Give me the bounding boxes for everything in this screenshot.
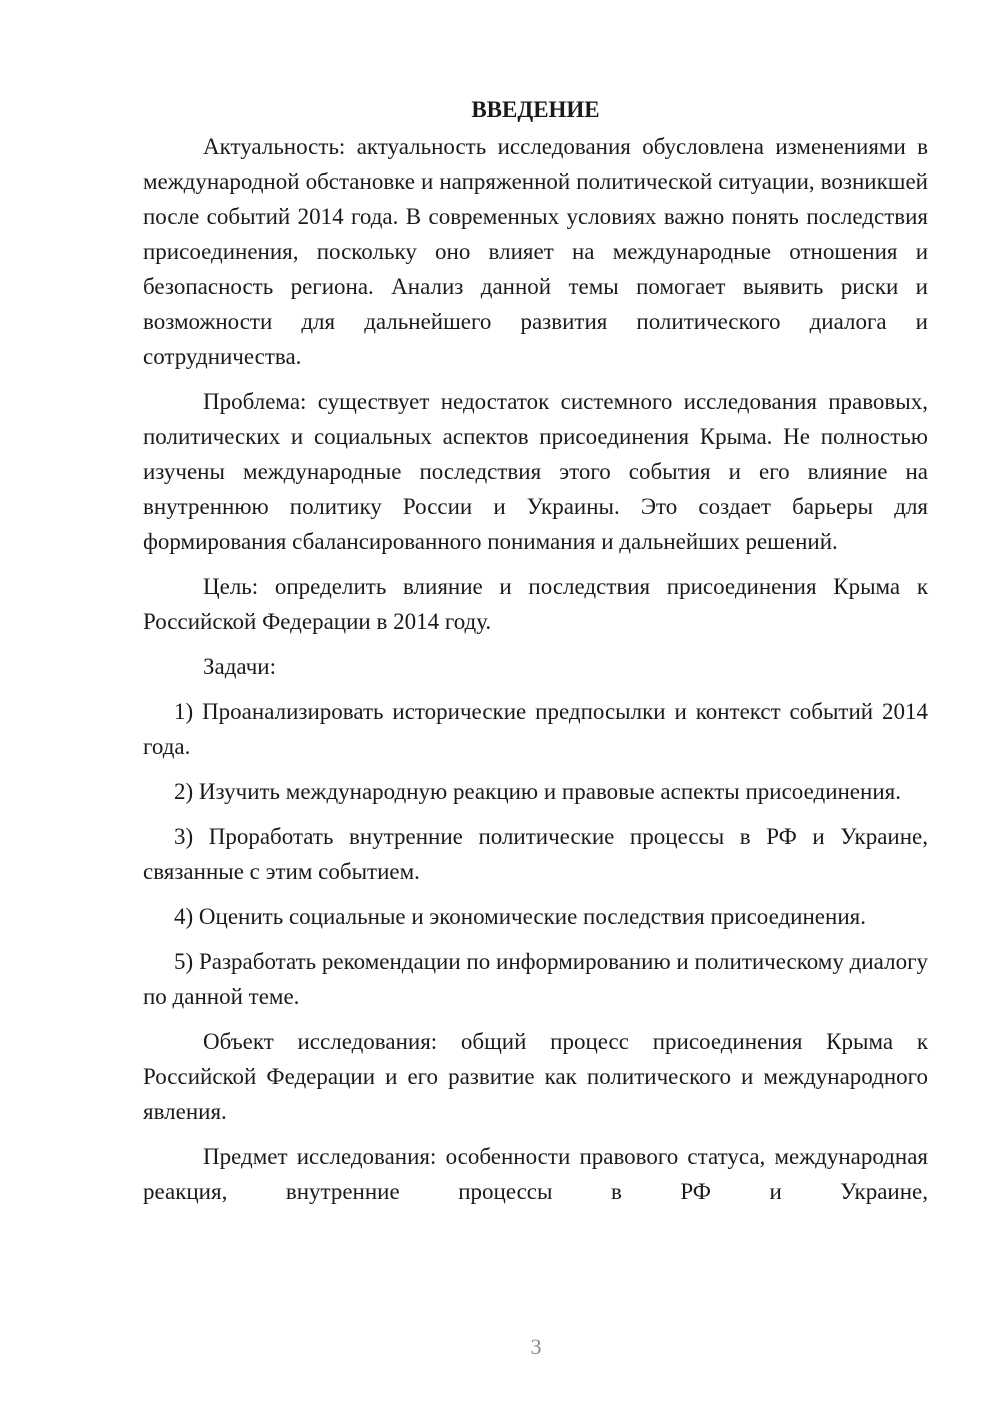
section-title: ВВЕДЕНИЕ (471, 97, 600, 122)
task-item: 1) Проанализировать исторические предпосылки и контекст событий 2014 года. (143, 699, 928, 759)
page-number: 3 (530, 1334, 542, 1359)
paragraph-object: Объект исследования: общий процесс присоединения Крыма к Российской Федерации и его развитие как политического и международного явления. (143, 1029, 928, 1124)
paragraph-subject: Предмет исследования: особенности правового статуса, международная реакция, внутренние процессы в РФ и Украине, (143, 1144, 928, 1204)
task-item: 5) Разработать рекомендации по информированию и политическому диалогу по данной теме. (143, 949, 928, 1009)
task-item: 4) Оценить социальные и экономические последствия присоединения. (174, 904, 866, 929)
task-item: 2) Изучить международную реакцию и правовые аспекты присоединения. (174, 779, 901, 804)
task-item: 3) Проработать внутренние политические процессы в РФ и Украине, связанные с этим событием. (143, 824, 928, 884)
paragraph-problem: Проблема: существует недостаток системного исследования правовых, политических и социальных аспектов присоединения Крыма. Не полностью изучены международные последствия этого события и его влияние на внутреннюю политику России и Украины. Это создает барьеры для формирования сбалансированного понимания и дальнейших решений. (143, 389, 928, 554)
document-body (143, 92, 928, 1219)
paragraph-goal: Цель: определить влияние и последствия присоединения Крыма к Российской Федерации в 2014 году. (143, 574, 928, 634)
paragraph-relevance: Актуальность: актуальность исследования обусловлена изменениями в международной обстановке и напряженной политической ситуации, возникшей после событий 2014 года. В современных условиях важно понять последствия присоединения, поскольку оно влияет на международные отношения и безопасность региона. Анализ данной темы помогает выявить риски и возможности для дальнейшего развития политического диалога и сотрудничества. (143, 134, 928, 369)
tasks-heading: Задачи: (203, 654, 276, 679)
